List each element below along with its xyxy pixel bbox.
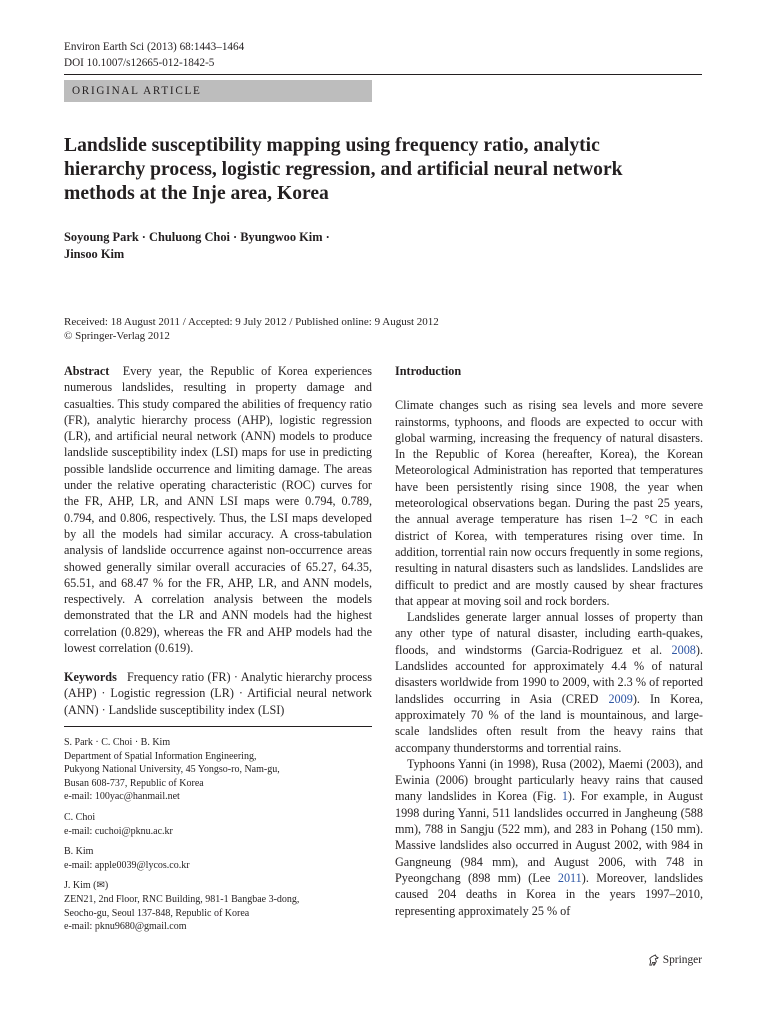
keywords-text: Frequency ratio (FR) · Analytic hierarchy process (AHP) · Logistic regression (LR) · Artificial neural network (ANN) · Landslide susceptibility index (LSI) <box>64 670 372 717</box>
journal-header <box>64 39 244 71</box>
publisher-name: Springer <box>662 954 702 966</box>
affiliation-line: e-mail: cuchoi@pknu.ac.kr <box>64 825 173 837</box>
publication-dates <box>64 315 684 343</box>
affiliation-block <box>64 736 372 804</box>
abstract-text: Every year, the Republic of Korea experiences numerous landslides, resulting in property damage and casualties. This study compared the abilities of frequency ratio (FR), analytic hierarchy process (AHP), logistic regression (LR), and artificial neural network (ANN) models to produce landslide susceptibility index (LSI) maps for use in predicting possible landslide occurrence and limiting damage. The areas under the relative operating characteristic (ROC) curves for the FR, AHP, LR, and ANN LSI maps were 0.794, 0.789, 0.794, and 0.806, respectively. Thus, the LSI maps developed by all the models had similar accuracy. A cross-tabulation analysis of landslide occurrence against non-occurrence areas showed generally similar overall accuracies of 65.27, 64.35, 65.51, and 68.47 % for the FR, AHP, LR, and ANN models, respectively. A correlation analysis between the models demonstrated that the LR and ANN models had the highest correlation (0.829), whereas the FR and AHP models had the lowest correlation (0.619). <box>64 364 372 656</box>
doi: DOI 10.1007/s12665-012-1842-5 <box>64 57 215 69</box>
publisher-footer <box>647 952 702 968</box>
citation-link-2009[interactable]: 2009 <box>608 691 633 706</box>
affiliation-line: J. Kim (✉) <box>64 880 109 892</box>
affiliation-line: e-mail: pknu9680@gmail.com <box>64 921 187 933</box>
header-rule <box>64 74 702 75</box>
introduction-heading: Introduction <box>395 364 462 378</box>
affiliation-line: Busan 608-737, Republic of Korea <box>64 777 204 789</box>
affiliation-line: B. Kim <box>64 846 94 858</box>
keywords-label: Keywords <box>64 670 117 684</box>
date-history: Received: 18 August 2011 / Accepted: 9 July 2012 / Published online: 9 August 2012 <box>64 316 439 328</box>
springer-horse-icon <box>647 954 660 967</box>
affiliation-block <box>64 845 372 872</box>
keywords-paragraph <box>64 669 372 718</box>
affiliation-line: e-mail: apple0039@lycos.co.kr <box>64 859 190 871</box>
affiliation-line: Department of Spatial Information Engineering, <box>64 750 257 762</box>
abstract-label: Abstract <box>64 364 110 378</box>
abstract-section <box>64 363 372 656</box>
affiliation-line: Seocho-gu, Seoul 137-848, Republic of Korea <box>64 907 250 919</box>
author-list <box>64 229 394 263</box>
affiliation-line: e-mail: 100yac@hanmail.net <box>64 791 180 803</box>
affiliation-block <box>64 879 372 933</box>
citation-link-2008[interactable]: 2008 <box>671 642 696 657</box>
affiliation-block <box>64 811 372 838</box>
introduction-paragraph-2: Landslides generate larger annual losses of property than any other type of natural disaster, including earth-quakes, floods, and windstorms (Garcia-Rodriguez et al. 2008). Landslides accounted for approximately 4.4 % of natural disasters worldwide from 1990 to 2009, with 2.3 % of reported landslides occurring in Asia (CRED 2009). In Korea, approximately 70 % of the land is mountainous, and large-scale landslides often result from the heavy rains that accompany thunderstorms and torrential rains. <box>395 610 704 755</box>
affiliation-line: Pukyong National University, 45 Yongso-ro, Nam-gu, <box>64 764 280 776</box>
affiliation-line: C. Choi <box>64 811 96 823</box>
journal-citation: Environ Earth Sci (2013) 68:1443–1464 <box>64 41 245 53</box>
affiliations <box>64 736 372 941</box>
keywords-section <box>64 669 372 718</box>
copyright: © Springer-Verlag 2012 <box>64 330 170 342</box>
introduction-paragraph-1: Climate changes such as rising sea levels and more severe rainstorms, typhoons, and floods are expected to occur with global warming, increasing the frequency of natural disasters. In the Republic of Korea (hereafter, Korea), the Korean Meteorological Administration has reported that temperatures have been persistently rising since 1908, the year when meteorological observations began. During the past 25 years, the annual average temperature has risen 1–2 °C in each district of Korea, with temperatures rising over time. In addition, torrential rain now occurs frequently in some regions, resulting in natural disasters such as landslides. Landslides are difficult to predict and are mostly caused by shear fractures that appear at moving soil and rock borders. <box>395 398 703 608</box>
abstract-paragraph <box>64 363 372 656</box>
affiliation-rule <box>64 726 372 727</box>
authors-line-2: Jinsoo Kim <box>64 247 125 261</box>
introduction-section <box>395 363 703 919</box>
authors-line-1: Soyoung Park · Chuluong Choi · Byungwoo Kim · <box>64 230 330 244</box>
article-type-band: ORIGINAL ARTICLE <box>64 80 372 102</box>
affiliation-line: ZEN21, 2nd Floor, RNC Building, 981-1 Bangbae 3-dong, <box>64 893 300 905</box>
figure-link-1[interactable]: 1 <box>561 789 568 804</box>
citation-link-2011[interactable]: 2011 <box>557 870 582 885</box>
introduction-paragraph-3: Typhoons Yanni (in 1998), Rusa (2002), Maemi (2003), and Ewinia (2006) brought particularly heavy rains that caused many landslides in Korea (Fig. 1). For example, in August 1998 during Yanni, 511 landslides occurred in Jangheung (588 mm), 788 in Sangju (522 mm), and 283 in Pohang (150 mm). Massive landslides also occurred in August 2002, with 984 in Gangneung (984 mm), and August 2006, with 748 in Pyeongchang (898 mm) (Lee 2011). Moreover, landslides caused 204 deaths in Korea in the years 1997–2010, representing approximately 25 % of <box>395 756 704 918</box>
article-title: Landslide susceptibility mapping using frequency ratio, analytic hierarchy process, logistic regression, and artificial neural network methods at the Inje area, Korea <box>64 135 623 204</box>
affiliation-line: S. Park · C. Choi · B. Kim <box>64 737 171 748</box>
